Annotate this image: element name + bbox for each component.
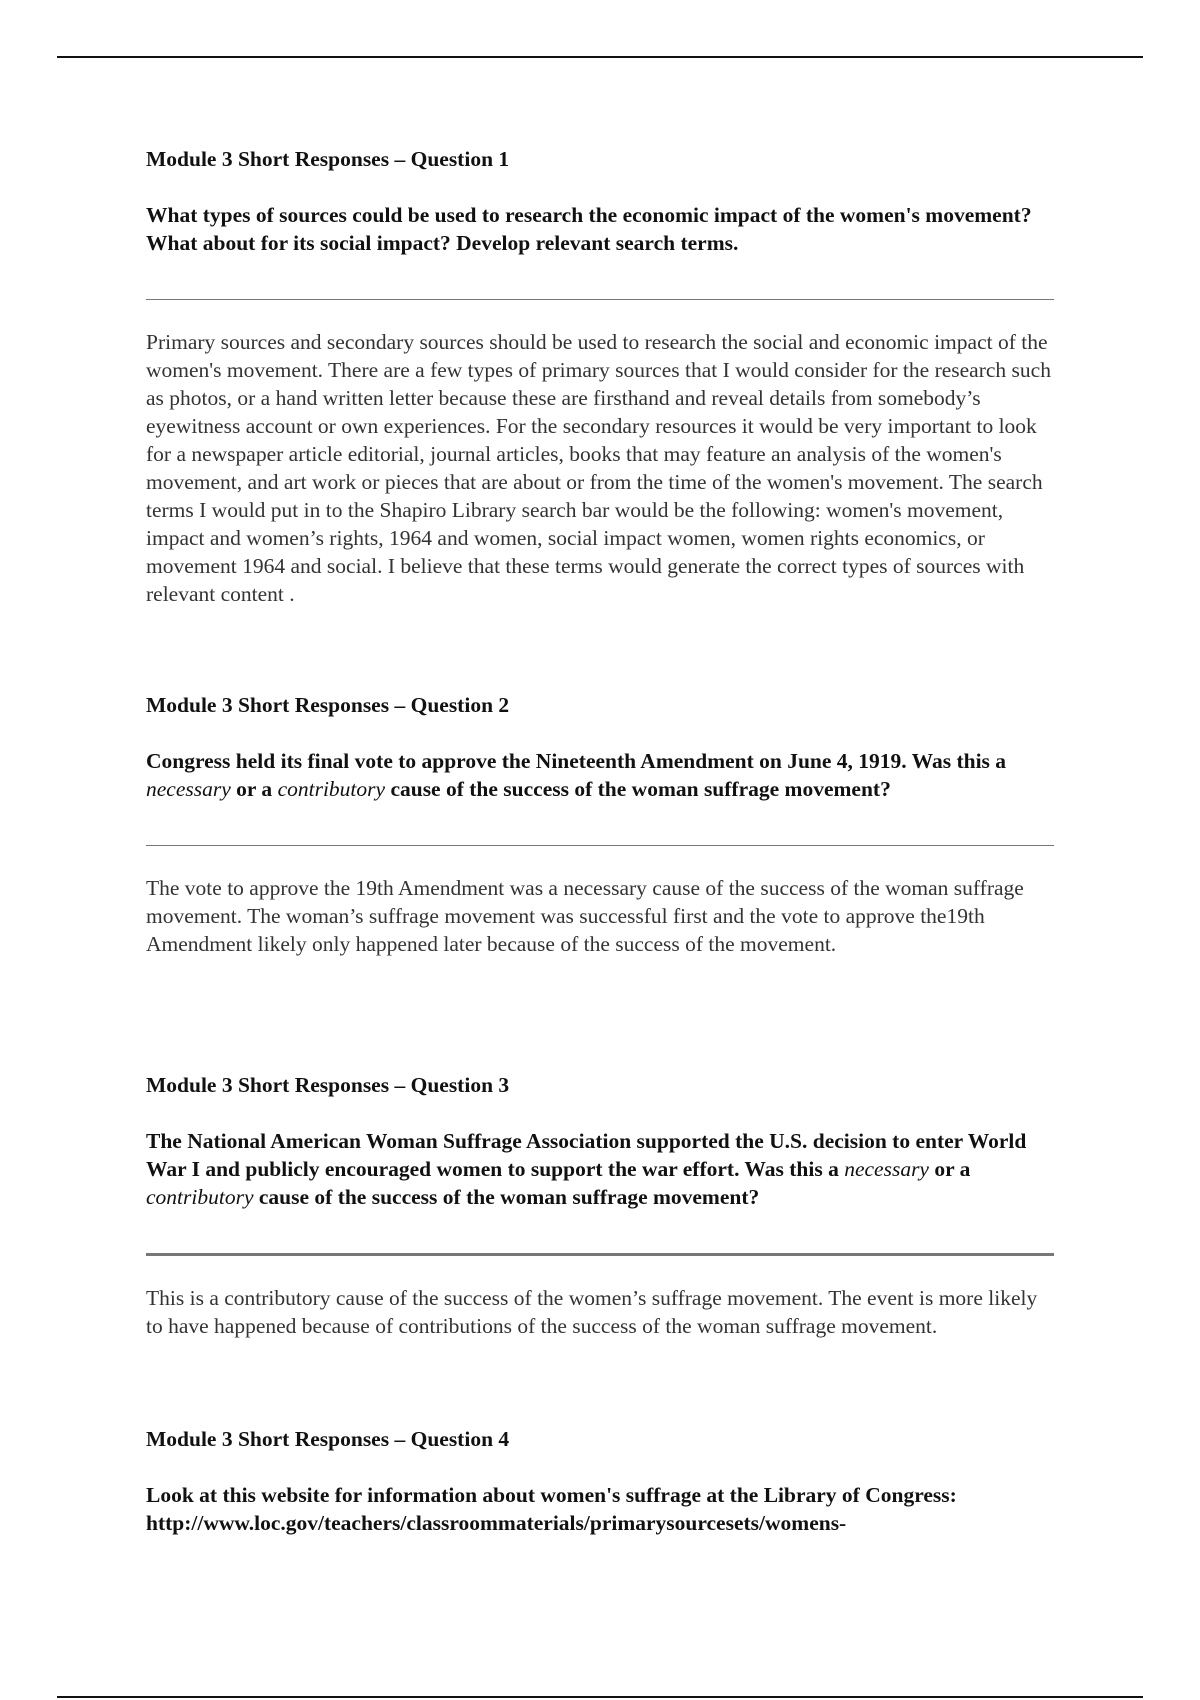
answer-text: Primary sources and secondary sources should be used to research the social and economic impact of the women's movement. There are a few types of primary sources that I would consider for the research such as photos, or a hand written letter because these are firsthand and reveal details from somebody’s eyewitness account or own experiences. For the secondary resources it would be very important to look for a newspaper article editorial, journal articles, books that may feature an analysis of the women's movement, and art work or pieces that are about or from the time of the women's movement. The search terms I would put in to the Shapiro Library search bar would be the following: women's movement, impact and women’s rights, 1964 and women, social impact women, women rights economics, or movement 1964 and social. I believe that these terms would generate the correct types of sources with relevant content . bbox=[146, 330, 1051, 606]
prompt-text: What types of sources could be used to research the economic impact of the women's movement? What about for its social impact? Develop relevant search terms. bbox=[146, 203, 1032, 255]
page-top-rule bbox=[57, 56, 1143, 58]
question-prompt bbox=[146, 747, 1058, 803]
answer-divider bbox=[146, 1253, 1054, 1256]
question-prompt bbox=[146, 1481, 1058, 1537]
answer-divider bbox=[146, 845, 1054, 846]
question-3 bbox=[146, 1071, 1058, 1340]
question-heading: Module 3 Short Responses – Question 1 bbox=[146, 147, 510, 171]
prompt-italic-text: necessary bbox=[146, 777, 231, 801]
question-heading: Module 3 Short Responses – Question 2 bbox=[146, 693, 510, 717]
page-bottom-rule bbox=[57, 1696, 1143, 1698]
question-2 bbox=[146, 691, 1058, 958]
prompt-italic-text: contributory bbox=[277, 777, 386, 801]
prompt-text: The National American Woman Suffrage Association supported the U.S. decision to enter World War I and publicly encouraged women to support the war effort. Was this a bbox=[146, 1129, 1027, 1181]
answer-text: The vote to approve the 19th Amendment was a necessary cause of the success of the woman suffrage movement. The woman’s suffrage movement was successful first and the vote to approve the19th Amendment likely only happened later because of the success of the movement. bbox=[146, 876, 1024, 956]
question-heading: Module 3 Short Responses – Question 3 bbox=[146, 1073, 510, 1097]
prompt-italic-text: contributory bbox=[146, 1185, 254, 1209]
prompt-text: cause of the success of the woman suffrage movement? bbox=[385, 777, 891, 801]
prompt-text: or a bbox=[230, 777, 278, 801]
answer-text: This is a contributory cause of the success of the women’s suffrage movement. The event is more likely to have happened because of contributions of the success of the woman suffrage movement. bbox=[146, 1286, 1038, 1338]
question-prompt bbox=[146, 1127, 1058, 1211]
question-heading: Module 3 Short Responses – Question 4 bbox=[146, 1427, 510, 1451]
question-1 bbox=[146, 145, 1058, 608]
prompt-text: cause of the success of the woman suffrage movement? bbox=[253, 1185, 760, 1209]
prompt-italic-text: necessary bbox=[844, 1157, 929, 1181]
question-prompt bbox=[146, 201, 1058, 257]
question-4 bbox=[146, 1425, 1058, 1537]
prompt-text: or a bbox=[928, 1157, 971, 1181]
prompt-text: Look at this website for information about women's suffrage at the Library of Congress: http://www.loc.gov/teachers/classroommaterials/primarysourcesets/womens- bbox=[146, 1483, 957, 1535]
prompt-text: Congress held its final vote to approve the Nineteenth Amendment on June 4, 1919. Was this a bbox=[146, 749, 1007, 773]
answer-divider bbox=[146, 299, 1054, 300]
